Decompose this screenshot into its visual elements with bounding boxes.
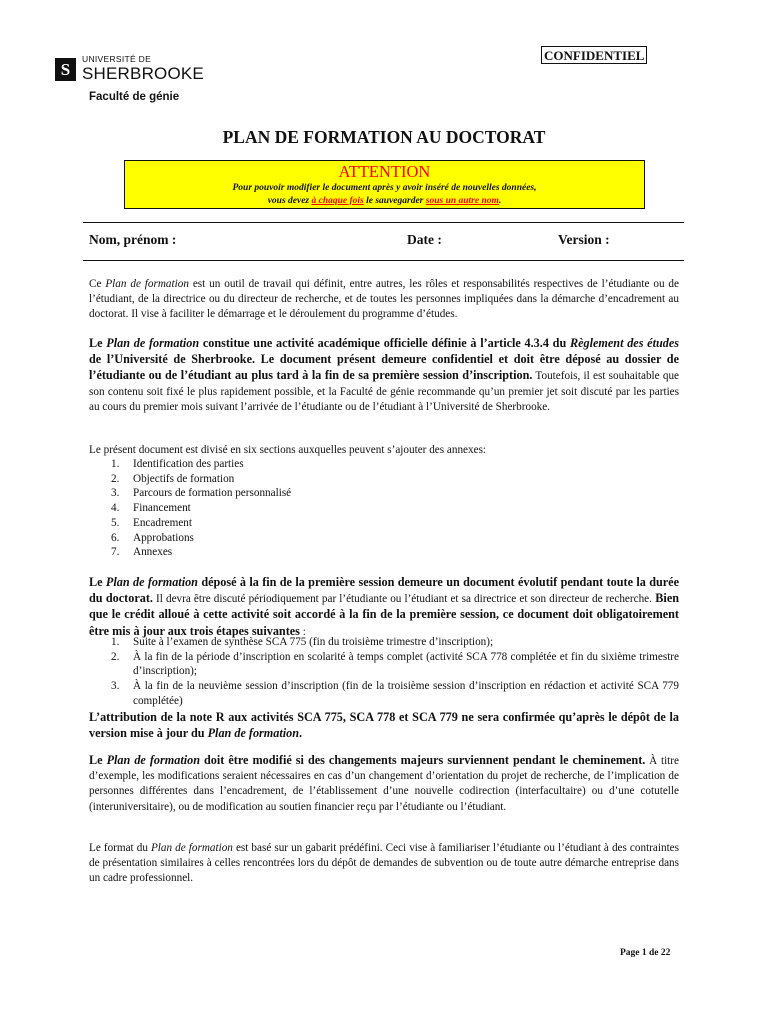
logo-name-line: SHERBROOKE (82, 63, 204, 83)
confidential-stamp: CONFIDENTIEL (541, 46, 647, 64)
list-item: 2. À la fin de la période d’inscription en scolarité à temps complet (activité SCA 778 complétée et fin du sixième trimestre d’inscription); (111, 650, 679, 678)
page-title: PLAN DE FORMATION AU DOCTORAT (222, 127, 546, 147)
list-item: 3. Parcours de formation personnalisé (111, 487, 292, 500)
sections-intro: Le présent document est divisé en six sections auxquelles peuvent s’ajouter des annexes: (89, 444, 487, 456)
format-paragraph: Le format du Plan de formation est basé sur un gabarit prédéfini. Ceci vise à familiariser l’étudiante ou l’étudiant à des contraintes de présentation similaires à celles rencontrées lors du dépôt de demandes de subvention ou de toute autre démarche entreprise dans un cadre professionnel. (89, 842, 679, 885)
attention-line-2: vous devez à chaque fois le sauvegarder sous un autre nom. (267, 195, 502, 206)
list-item: 7. Annexes (111, 546, 173, 559)
list-item: 2. Objectifs de formation (111, 472, 235, 485)
attention-line-1: Pour pouvoir modifier le document après y avoir inséré de nouvelles données, (232, 183, 537, 193)
attention-box (124, 160, 645, 209)
evolving-document-paragraph: Le Plan de formation déposé à la fin de la première session demeure un document évolutif pendant toute la durée du doctorat. Il devra être discuté périodiquement par l’étudiante ou l’étudiant et sa directrice et son directeur de recherche. Bien que le crédit alloué à cette activité soit accordé à la fin de la première session, ce document doit obligatoirement être mis à jour aux trois étapes suivantes : (89, 575, 680, 638)
page-number: Page 1 de 22 (620, 948, 671, 958)
divider-top (83, 222, 684, 223)
university-logo (55, 54, 204, 82)
intro-paragraph: Ce Plan de formation est un outil de travail qui définit, entre autres, les rôles et responsabilités respectives de l’étudiante ou de l’étudiant, de la directrice ou du directeur de recherche, et de toutes les personnes impliquées dans la démarche d’encadrement au doctorat. Il vise à faciliter le démarrage et le déroulement du programme d’études. (89, 278, 679, 321)
list-item: 1. Suite à l’examen de synthèse SCA 775 (fin du troisième trimestre d’inscription); (111, 636, 494, 648)
update-steps-list (111, 635, 679, 709)
logo-university-line: UNIVERSITÉ DE (82, 54, 152, 64)
date-field-label: Date : (407, 232, 442, 247)
sherbrooke-logo-icon: S (55, 58, 76, 81)
list-item: 5. Encadrement (111, 516, 193, 529)
name-field-label: Nom, prénom : (89, 232, 177, 247)
modification-paragraph: Le Plan de formation doit être modifié si des changements majeurs surviennent pendant le cheminement. À titre d’exemple, les modifications seraient nécessaires en cas d’un changement d’orientation du projet de recherche, de l’implication de personnes différentes dans l’encadrement, de l’établissement d’une nouvelle codirection (interfacultaire) ou d’une cotutelle (interuniversitaire), ou de modification au soutien financier reçu par l’étudiante ou l’étudiant. (89, 753, 679, 813)
list-item: 3. À la fin de la neuvième session d’inscription (fin de la troisième session d’inscription en rédaction et activité SCA 779 complétée) (111, 680, 679, 707)
divider-bottom (83, 260, 684, 261)
official-activity-paragraph: Le Plan de formation constitue une activité académique officielle définie à l’article 4.3.4 du Règlement des études de l’Université de Sherbrooke. Le document présent demeure confidentiel et doit être déposé au dossier de l’étudiante ou de l’étudiant au plus tard à la fin de sa première session d’inscription. Toutefois, il est souhaitable que son contenu soit fixé le plus rapidement possible, et la Faculté de génie recommande qu’un premier jet soit discuté par les parties au cours du premier mois suivant l’arrivée de l’étudiante ou de l’étudiant à l’Université de Sherbrooke. (89, 336, 680, 413)
sections-list (111, 457, 679, 560)
attention-emphasis-other-name: sous un autre nom (425, 195, 499, 206)
faculty-name: Faculté de génie (89, 91, 180, 103)
list-item: 6. Approbations (111, 531, 194, 544)
version-field-label: Version : (558, 232, 610, 247)
list-item: 4. Financement (111, 502, 191, 515)
list-item: 1. Identification des parties (111, 458, 244, 470)
attention-emphasis-each-time: à chaque fois (311, 195, 364, 206)
grade-r-paragraph: L’attribution de la note R aux activités SCA 775, SCA 778 et SCA 779 ne sera confirmée qu’après le dépôt de la version mise à jour du Plan de formation. (89, 710, 679, 741)
attention-title: ATTENTION (338, 162, 431, 181)
